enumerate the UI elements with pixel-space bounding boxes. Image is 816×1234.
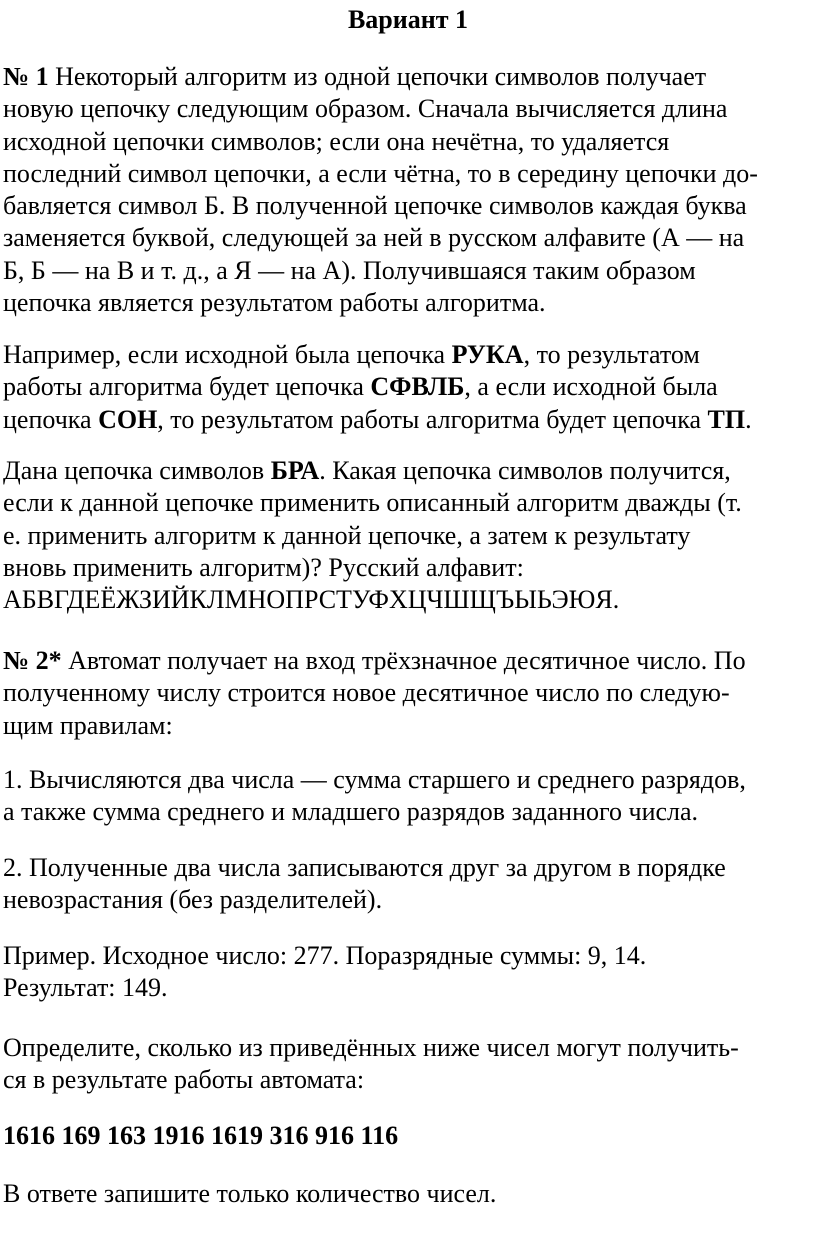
variant-title: Вариант 1 bbox=[347, 5, 469, 34]
task1-line: № 1 Некоторый алгоритм из одной цепочки символов получает bbox=[3, 62, 707, 91]
task2-rule-2: 2. Полученные два числа записываются друг за другом в порядке невозрастания (без разделителей). bbox=[3, 853, 726, 915]
task1-line: бавляется символ Б. В полученной цепочке символов каждая буква bbox=[3, 191, 747, 221]
example-word-sfvlb: СФВЛБ bbox=[370, 372, 465, 402]
task1-line: последний символ цепочки, а если чётна, то в середину цепочки до- bbox=[3, 158, 758, 188]
task2-answer-note: В ответе запишите только количество чисел. bbox=[3, 1179, 497, 1208]
task1-number: № 1 bbox=[3, 62, 49, 91]
task2-rule-1: 1. Вычисляются два числа — сумма старшего и среднего разрядов, а также сумма среднего и младшего разрядов заданного числа. bbox=[3, 765, 746, 827]
task1-line: новую цепочку следующим образом. Сначала вычисляется длина bbox=[3, 94, 728, 124]
example-word-ruka: РУКА bbox=[451, 340, 524, 369]
example-word-tp: ТП bbox=[707, 404, 746, 434]
task2-example: Пример. Исходное число: 277. Поразрядные суммы: 9, 14. Результат: 149. bbox=[3, 941, 647, 1003]
task1-example: Например, если исходной была цепочка РУКА, то результатом работы алгоритма будет цепочка СФВЛБ, а если исходной была цепочка СОН, то результатом работы алгоритма будет цепочка ТП. bbox=[3, 340, 752, 434]
given-chain-bra: БРА bbox=[270, 456, 320, 485]
task2-question: Определите, сколько из приведённых ниже чисел могут получить- ся в результате работы автомата: bbox=[3, 1033, 739, 1095]
task2-number: № 2* bbox=[3, 646, 62, 675]
task1-question: Дана цепочка символов БРА. Какая цепочка символов получится, если к данной цепочке применить описанный алгоритм дважды (т. е. применить алгоритм к данной цепочке, а затем к результату вновь применить алгоритм)? Русский алфавит: АБВГДЕЁЖЗИЙКЛМНОПРСТУФХЦЧШЩЪЫЬЭЮЯ. bbox=[3, 455, 803, 616]
candidate-numbers: 1616 169 163 1916 1619 316 916 116 bbox=[3, 1121, 399, 1150]
task1-line: Б, Б — на В и т. д., а Я — на А). Получившаяся таким образом bbox=[3, 255, 696, 285]
task1-statement bbox=[3, 61, 803, 319]
task1-line: исходной цепочки символов; если она нечётна, то удаляется bbox=[3, 126, 670, 156]
russian-alphabet: АБВГДЕЁЖЗИЙКЛМНОПРСТУФХЦЧШЩЪЫЬЭЮЯ. bbox=[3, 585, 620, 615]
task2-statement: № 2* Автомат получает на вход трёхзначное десятичное число. По полученному числу строится новое десятичное число по следую- щим правилам: bbox=[3, 646, 746, 740]
example-word-son: СОН bbox=[98, 404, 158, 434]
task1-line: цепочка является результатом работы алгоритма. bbox=[3, 288, 546, 318]
task1-line: заменяется буквой, следующей за ней в русском алфавите (А — на bbox=[3, 223, 745, 253]
task2-number-list bbox=[3, 1120, 803, 1152]
